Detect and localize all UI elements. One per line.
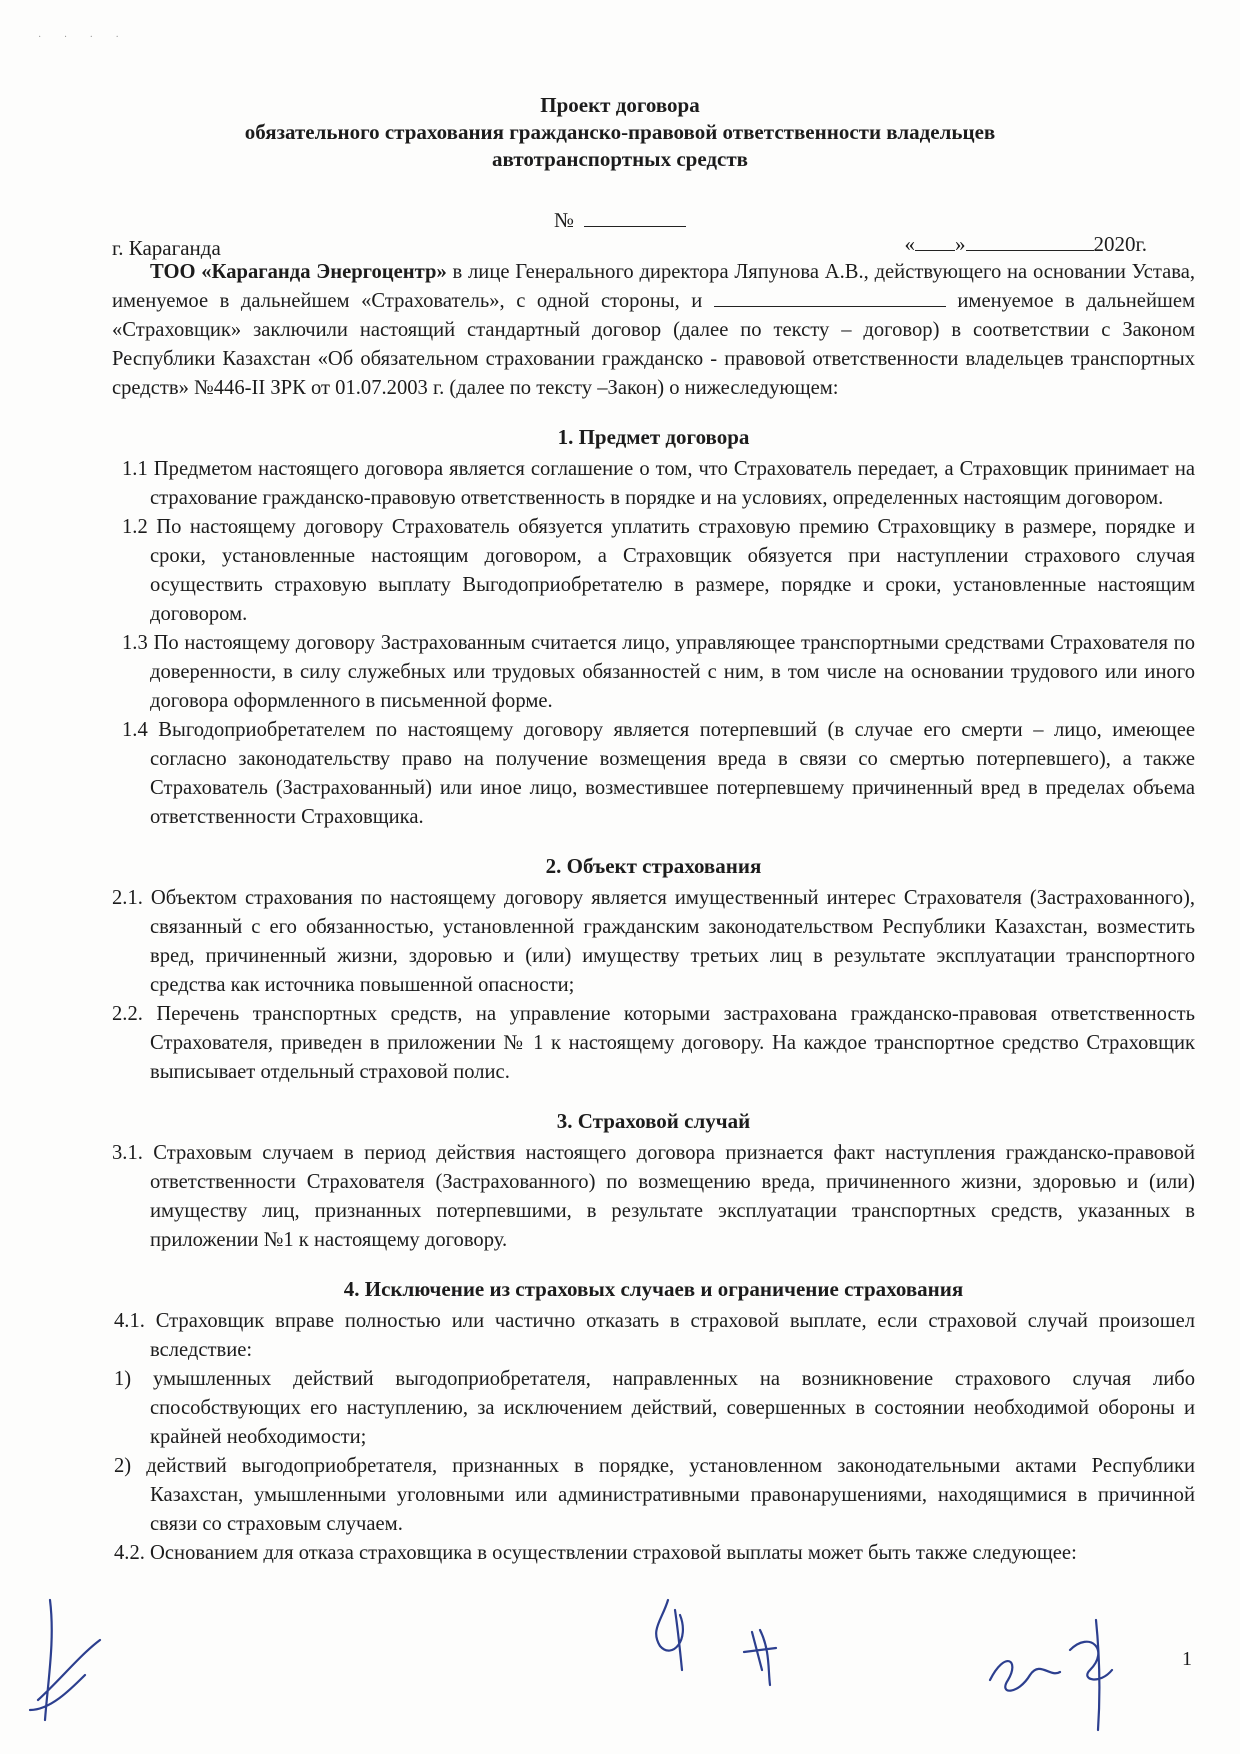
number-blank [584, 208, 686, 227]
sections-container [112, 423, 1195, 1568]
intro-text-1: в лице Генерального директора Ляпунова А.В., действующего на основании Устава, именуемое в дальнейшем «Страхователь», с одной стороны, и [112, 261, 1195, 312]
date-year: 2020г. [1093, 232, 1147, 256]
title-line-2: обязательного страхования гражданско-правовой ответственности владельцев [244, 120, 996, 144]
signatures-area [0, 1560, 1240, 1754]
city: г. Караганда [112, 236, 221, 260]
intro-paragraph [112, 258, 1195, 403]
section-title: 2. Объект страхования [545, 854, 762, 878]
number-label: № [553, 208, 575, 232]
date-quote-close: » [955, 232, 966, 256]
clause: 4.2. Основанием для отказа страховщика в осуществлении страховой выплаты может быть также следующее: [114, 1542, 1077, 1564]
insurer-blank [714, 290, 946, 307]
title-line-1: Проект договора [540, 93, 700, 117]
clause: 1.3 По настоящему договору Застрахованным считается лицо, управляющее транспортными средствами Страхователя по доверенности, в силу служебных или трудовых обязанностей с ним, в том числе на основании трудового или иного договора оформленного в письменной форме. [122, 632, 1195, 712]
document-title [0, 92, 1240, 173]
clause: 2) действий выгодоприобретателя, признанных в порядке, установленном законодательными актами Республики Казахстан, умышленными уголовными или административными правонарушениями, находящимися в причинной связи со страховым случаем. [114, 1455, 1195, 1535]
title-line-3: автотранспортных средств [492, 147, 748, 171]
clause: 3.1. Страховым случаем в период действия настоящего договора признается факт наступления гражданско-правовой ответственности Страхователя (Застрахованного) по возмещению вреда, причиненного жизни, здоровью и (или) имуществу лиц, признанных потерпевшими, в результате эксплуатации транспортных средств, указанных в приложении №1 к настоящему договору. [112, 1142, 1195, 1251]
clause: 2.2. Перечень транспортных средств, на управление которыми застрахована гражданско-правовая ответственность Страхователя, приведен в приложении № 1 к настоящему договору. На каждое транспортное средство Страховщик выписывает отдельный страховой полис. [112, 1003, 1195, 1083]
initial-mark-2 [744, 1630, 776, 1685]
contract-number-line [0, 208, 1240, 233]
section-title: 4. Исключение из страховых случаев и ограничение страхования [343, 1277, 964, 1301]
company-name: ТОО «Караганда Энергоцентр» [150, 261, 447, 283]
signature-right [990, 1620, 1112, 1730]
document-body [112, 258, 1195, 1568]
date-quote-open: « [904, 232, 915, 256]
section-title: 1. Предмет договора [557, 425, 750, 449]
intro-text-2: именуемое в дальнейшем «Страховщик» заключили настоящий стандартный договор (далее по тексту – договор) в соответствии с Законом Республики Казахстан «Об обязательном страховании гражданско - правовой ответственности владельцев транспортных средств» №446-II ЗРК от 01.07.2003 г. (далее по тексту –Закон) о нижеследующем: [112, 290, 1195, 399]
date-day-blank [915, 234, 955, 251]
clause: 1.4 Выгодоприобретателем по настоящему договору является потерпевший (в случае его смерти – лицо, имеющее согласно законодательству право на получение возмещения вреда в связи со смертью потерпевшего), а также Страхователь (Застрахованный) или иное лицо, возместившее потерпевшему причиненный вред в пределах объема ответственности Страховщика. [122, 719, 1195, 828]
clause: 2.1. Объектом страхования по настоящему договору является имущественный интерес Страхователя (Застрахованного), связанный с его обязанностью, установленной гражданским законодательством Республики Казахстан, возместить вред, причиненный жизни, здоровью и (или) имуществу третьих лиц в результате эксплуатации транспортного средства как источника повышенной опасности; [112, 887, 1195, 996]
scan-artifact: · · · · [38, 32, 129, 43]
clause: 1.2 По настоящему договору Страхователь обязуется уплатить страховую премию Страховщику в размере, порядке и сроки, установленные настоящим договором, а Страховщик обязуется при наступлении страхового случая осуществить страховую выплату Выгодоприобретателю в размере, порядке и сроки, установленные настоящим договором. [122, 516, 1195, 625]
contract-date [905, 232, 1148, 257]
section-title: 3. Страховой случай [556, 1109, 751, 1133]
initial-mark-1 [656, 1600, 683, 1670]
clause: 1.1 Предметом настоящего договора является соглашение о том, что Страхователь передает, а Страховщик принимает на страхование гражданско-правовую ответственность в порядке и на условиях, определенных настоящим договором. [122, 458, 1195, 509]
date-month-blank [966, 234, 1094, 251]
clause: 1) умышленных действий выгодоприобретателя, направленных на возникновение страхового случая либо способствующих его наступлению, за исключением действий, совершенных в состоянии необходимой обороны и крайней необходимости; [114, 1368, 1195, 1448]
signature-left [30, 1600, 100, 1720]
page-number: 1 [1182, 1648, 1192, 1670]
clause: 4.1. Страховщик вправе полностью или частично отказать в страховой выплате, если страховой случай произошел вследствие: [114, 1310, 1195, 1361]
